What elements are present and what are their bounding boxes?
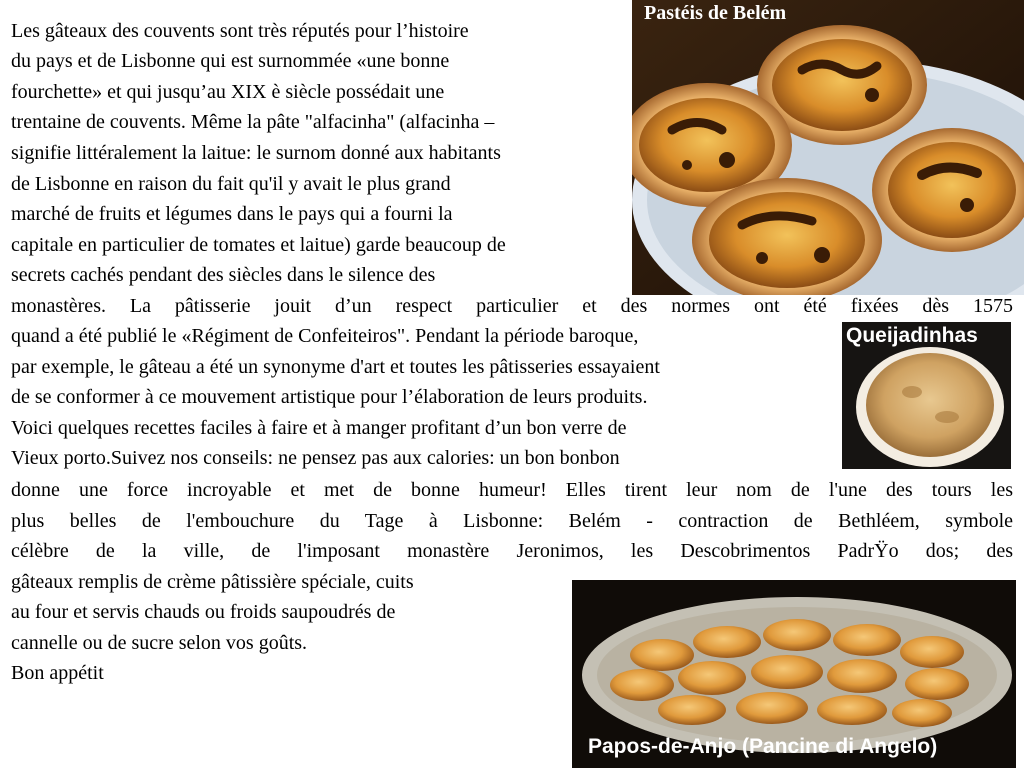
text-line-8: capitale en particulier de tomates et laitue) garde beaucoup de	[11, 234, 506, 256]
text-line-19: gâteaux remplis de crème pâtissière spéciale, cuits	[11, 571, 414, 593]
text-line-5: signifie littéralement la laitue: le surnom donné aux habitants	[11, 142, 501, 164]
text-line-1: Les gâteaux des couvents sont très réputés pour l’histoire	[11, 20, 469, 42]
text-line-11: quand a été publié le «Régiment de Confeiteiros". Pendant la période baroque,	[11, 325, 639, 347]
pasteis-caption: Pastéis de Belém	[644, 2, 787, 24]
text-line-21: cannelle ou de sucre selon vos goûts.	[11, 632, 308, 654]
text-line-6: de Lisbonne en raison du fait qu'il y avait le plus grand	[11, 173, 451, 195]
queijadinhas-photo	[842, 322, 1011, 469]
text-line-15: Vieux porto.Suivez nos conseils: ne pensez pas aux calories: un bon bonbon	[11, 447, 620, 469]
text-line-2: du pays et de Lisbonne qui est surnommée «une bonne	[11, 50, 450, 72]
text-line-10: monastères. La pâtisserie jouit d’un respect particulier et des normes ont été fixées dès 1575	[11, 295, 1013, 317]
text-line-20: au four et servis chauds ou froids saupoudrés de	[11, 601, 396, 623]
queijadinhas-caption: Queijadinhas	[846, 324, 978, 347]
text-line-12: par exemple, le gâteau a été un synonyme d'art et toutes les pâtisseries essayaient	[11, 356, 660, 378]
text-line-13: de se conformer à ce mouvement artistique pour l’élaboration de leurs produits.	[11, 386, 648, 408]
text-line-14: Voici quelques recettes faciles à faire et à manger profitant d’un bon verre de	[11, 417, 627, 439]
text-line-17: plus belles de l'embouchure du Tage à Lisbonne: Belém - contraction de Bethléem, symbole	[11, 510, 1013, 532]
text-line-16: donne une force incroyable et met de bonne humeur! Elles tirent leur nom de l'une des tours les	[11, 479, 1013, 501]
pasteis-de-belem-photo	[632, 0, 1024, 295]
papos-de-anjo-photo	[572, 580, 1016, 768]
text-line-9: secrets cachés pendant des siècles dans le silence des	[11, 264, 436, 286]
text-line-7: marché de fruits et légumes dans le pays qui a fourni la	[11, 203, 453, 225]
text-line-22: Bon appétit	[11, 662, 104, 684]
text-line-4: trentaine de couvents. Même la pâte "alfacinha" (alfacinha –	[11, 111, 495, 133]
text-line-3: fourchette» et qui jusqu’au XIX è siècle possédait une	[11, 81, 445, 103]
papos-caption: Papos-de-Anjo (Pancine di Angelo)	[588, 735, 938, 758]
text-line-18: célèbre de la ville, de l'imposant monastère Jeronimos, les Descobrimentos PadrŸo dos; des	[11, 540, 1013, 562]
pasteis-illustration	[632, 0, 1024, 295]
